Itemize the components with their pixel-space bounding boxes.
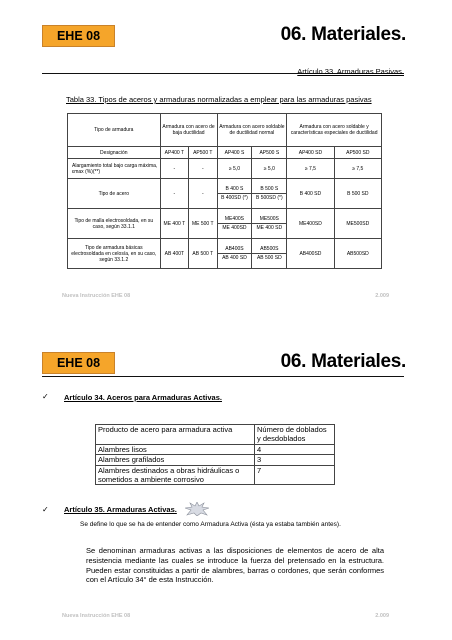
ehe-badge: EHE 08 [42, 352, 115, 374]
header-ductilidad-normal: Armadura con acero soldable de ductilidad normal [217, 114, 287, 147]
table-header-row [96, 425, 335, 445]
table-subcell: AB 500 SD [252, 253, 286, 262]
ehe-badge: EHE 08 [42, 25, 115, 47]
row-label: Tipo de armadura básicas electrosoldada en celosía, en su caso, según 33.1.2 [68, 239, 161, 269]
table-subcell: B 500SD (*) [252, 193, 286, 202]
header-ductilidad-especial: Armadura con acero soldable y características especiales de ductilidad [287, 114, 382, 147]
table-subcell: ME400S [224, 216, 245, 222]
new-starburst-icon [185, 502, 209, 516]
table-cell: 7 [255, 465, 335, 485]
table-subcell: AB500S [260, 246, 279, 252]
header-doblados: Número de doblados y desdoblados [255, 425, 335, 445]
table-row [96, 455, 335, 465]
table-row [68, 239, 382, 269]
table-cell: ≥ 5,0 [252, 159, 287, 179]
header-tipo-armadura: Tipo de armadura [68, 114, 161, 147]
table-cell: AB400SD [287, 239, 334, 269]
table-subcell: B 500 S [260, 186, 279, 192]
table-cell: AP500 SD [334, 147, 381, 159]
table-cell: AP500 T [189, 147, 217, 159]
table-subcell: AB 400 SD [218, 253, 252, 262]
table-cell [252, 179, 287, 209]
table-cell: 4 [255, 444, 335, 454]
table-cell: - [160, 159, 188, 179]
steel-types-table [67, 113, 382, 269]
footer-left: Nueva Instrucción EHE 08 [62, 613, 131, 619]
table-cell: B 500 SD [334, 179, 381, 209]
table-subcell: AB400S [225, 246, 244, 252]
footer-right: 2.009 [375, 613, 389, 619]
table-subcell: ME 400SD [218, 223, 252, 232]
table-subcell: B 400 S [225, 186, 244, 192]
table-cell: - [189, 159, 217, 179]
table-row [68, 209, 382, 239]
table-subcell: ME 400 SD [252, 223, 286, 232]
row-label: Tipo de malla electrosoldada, en su caso, según 33.1.1 [68, 209, 161, 239]
slide-armaduras-activas [0, 320, 452, 640]
footer-right: 2.009 [375, 293, 389, 299]
table-cell: B 400 SD [287, 179, 334, 209]
table-cell: AB 400T [160, 239, 188, 269]
table-row [68, 179, 382, 209]
table-cell [252, 239, 287, 269]
row-label: Tipo de acero [68, 179, 161, 209]
table-caption: Tabla 33. Tipos de aceros y armaduras normalizadas a emplear para las armaduras pasivas [66, 95, 372, 104]
table-subcell: ME500S [259, 216, 279, 222]
table-cell: ME 400 T [160, 209, 188, 239]
table-row [68, 159, 382, 179]
table-cell: ≥ 5,0 [217, 159, 252, 179]
header-baja-ductilidad: Armadura con acero de baja ductilidad [160, 114, 217, 147]
table-cell: - [160, 179, 188, 209]
title-divider [42, 376, 404, 377]
table-cell: AP400 SD [287, 147, 334, 159]
article-reference: Artículo 33. Armaduras Pasivas. [297, 67, 404, 76]
table-cell [217, 179, 252, 209]
table-cell: Alambres lisos [96, 444, 255, 454]
table-cell: AB500SD [334, 239, 381, 269]
table-cell: AB 500 T [189, 239, 217, 269]
table-subcell: B 400SD (*) [218, 193, 252, 202]
slide-title: 06. Materiales. [280, 24, 406, 45]
table-cell: ≥ 7,5 [334, 159, 381, 179]
table-cell: ≥ 7,5 [287, 159, 334, 179]
table-cell: Alambres grafilados [96, 455, 255, 465]
table-cell: ME400SD [287, 209, 334, 239]
table-cell: Alambres destinados a obras hidráulicas o sometidos a ambiente corrosivo [96, 465, 255, 485]
table-cell [252, 209, 287, 239]
header-producto: Producto de acero para armadura activa [96, 425, 255, 445]
check-icon: ✓ [42, 505, 49, 514]
row-label: Alargamiento total bajo carga máxima, εmax (%)(**) [68, 159, 161, 179]
doblados-table [95, 424, 335, 485]
table-row [96, 444, 335, 454]
table-cell: 3 [255, 455, 335, 465]
article-35-description: Se define lo que se ha de entender como Armadura Activa (ésta ya estaba también antes). [80, 521, 341, 528]
row-label: Designación [68, 147, 161, 159]
table-header-row [68, 114, 382, 147]
table-row [96, 465, 335, 485]
table-cell: AP400 T [160, 147, 188, 159]
table-cell [217, 239, 252, 269]
article-35-quote: Se denominan armaduras activas a las disposiciones de elementos de acero de alta resistencia mediante las cuales se introduce la fuerza del pretensado en la estructura. Pueden estar constituidas a partir de alambres, barras o cordones, que serán conformes con el Artículo 34° de esta Instrucción. [86, 546, 384, 585]
table-cell: AP400 S [217, 147, 252, 159]
table-cell: AP500 S [252, 147, 287, 159]
table-cell: ME 500 T [189, 209, 217, 239]
table-cell [217, 209, 252, 239]
article-35-heading: Artículo 35. Armaduras Activas. [64, 505, 177, 514]
check-icon: ✓ [42, 392, 49, 401]
table-cell: ME500SD [334, 209, 381, 239]
slide-title: 06. Materiales. [280, 351, 406, 372]
footer-left: Nueva Instrucción EHE 08 [62, 293, 131, 299]
table-cell: - [189, 179, 217, 209]
article-34-heading: Artículo 34. Aceros para Armaduras Activas. [64, 393, 222, 402]
table-row [68, 147, 382, 159]
